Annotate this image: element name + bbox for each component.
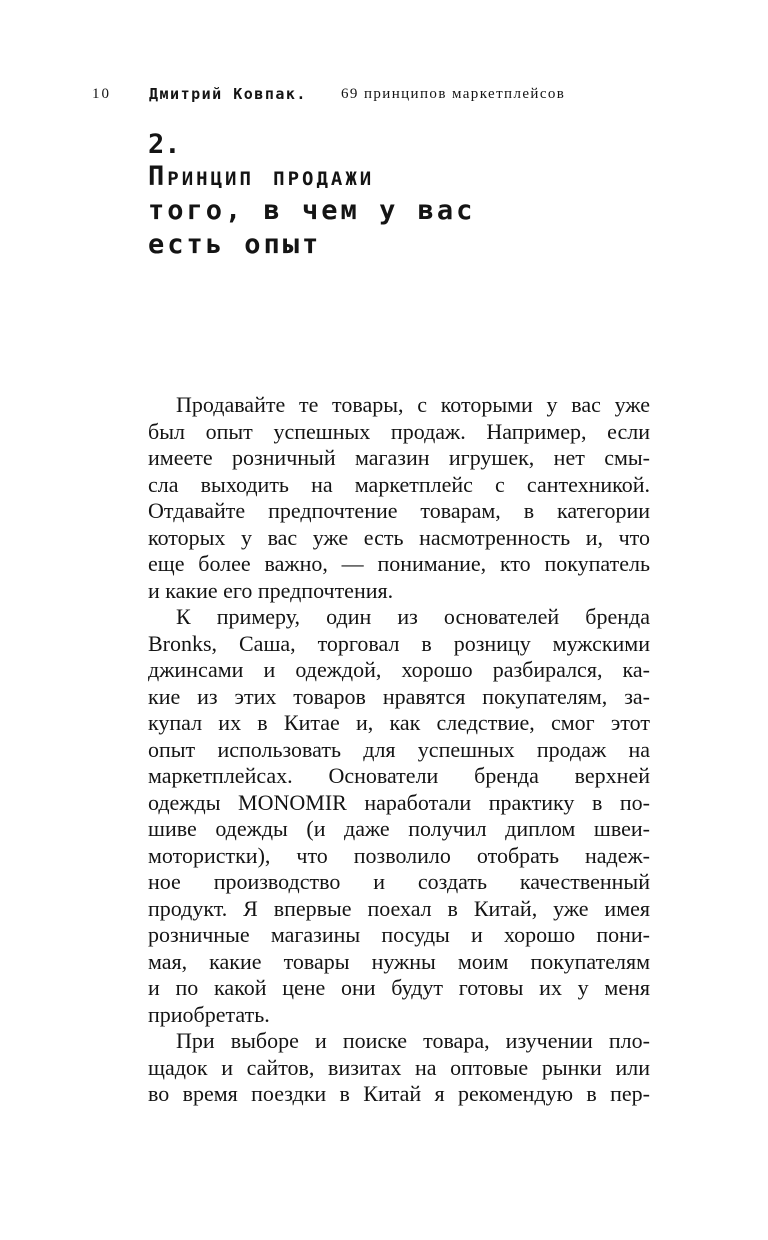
paragraph-line: Отдавайте предпочтение товарам, в категории [148, 498, 650, 523]
paragraph-line: был опыт успешных продаж. Например, если [148, 418, 650, 444]
paragraph-line: Продавайте те товары, с которыми у вас уже [176, 392, 650, 417]
chapter-number: 2. [148, 129, 181, 160]
page-number: 10 [92, 86, 111, 102]
running-head [0, 86, 768, 110]
paragraph-line: кие из этих товаров нравятся покупателям, за- [148, 683, 650, 709]
chapter-title-line: есть опыт [148, 229, 322, 260]
paragraph-line: розничные магазины посуды и хорошо пони- [148, 922, 650, 947]
paragraph-line: купал их в Китае и, как следствие, смог этот [148, 710, 650, 735]
paragraph-line: При выборе и поиске товара, изучении пло- [176, 1028, 650, 1053]
paragraph-line: шиве одежды (и даже получил диплом швеи- [148, 816, 650, 841]
paragraph-line: одежды MONOMIR наработали практику в по- [148, 789, 650, 815]
paragraph-line: К примеру, один из основателей бренда [176, 604, 650, 629]
paragraph-line: приобретать. [148, 1001, 270, 1027]
paragraph-line: мая, какие товары нужны моим покупателям [148, 948, 650, 974]
paragraph-line: ное производство и создать качественный [148, 869, 650, 894]
chapter-title-line: того, в чем у вас [148, 195, 476, 226]
paragraph-line: продукт. Я впервые поехал в Китай, уже имея [148, 895, 650, 921]
paragraph-line: и по какой цене они будут готовы их у меня [148, 975, 650, 1000]
paragraph-line: которых у вас уже есть насмотренность и, что [148, 524, 650, 550]
paragraph-line: имеете розничный магазин игрушек, нет смы- [148, 445, 650, 470]
paragraph-line: мотористки), что позволило отобрать надеж- [148, 842, 650, 868]
paragraph-line: маркетплейсах. Основатели бренда верхней [148, 763, 650, 788]
paragraph-line: джинсами и одеждой, хорошо разбирался, ка- [148, 657, 650, 682]
paragraph-line: опыт использовать для успешных продаж на [148, 736, 650, 762]
paragraph-line: Bronks, Саша, торговал в розницу мужскими [148, 630, 650, 656]
paragraph-line: щадок и сайтов, визитах на оптовые рынки или [148, 1054, 650, 1080]
paragraph-line: еще более важно, — понимание, кто покупатель [148, 551, 650, 576]
paragraph-line: во время поездки в Китай я рекомендую в пер- [148, 1081, 650, 1106]
chapter-title [148, 160, 508, 262]
header-author: Дмитрий Ковпак. [149, 85, 307, 103]
body-text [148, 392, 650, 1108]
paragraph-line: сла выходить на маркетплейс с сантехникой. [148, 471, 650, 497]
chapter-title-line: Принцип продажи [148, 161, 375, 192]
header-book-title: 69 принципов маркетплейсов [341, 86, 566, 102]
paragraph-line: и какие его предпочтения. [148, 577, 394, 603]
